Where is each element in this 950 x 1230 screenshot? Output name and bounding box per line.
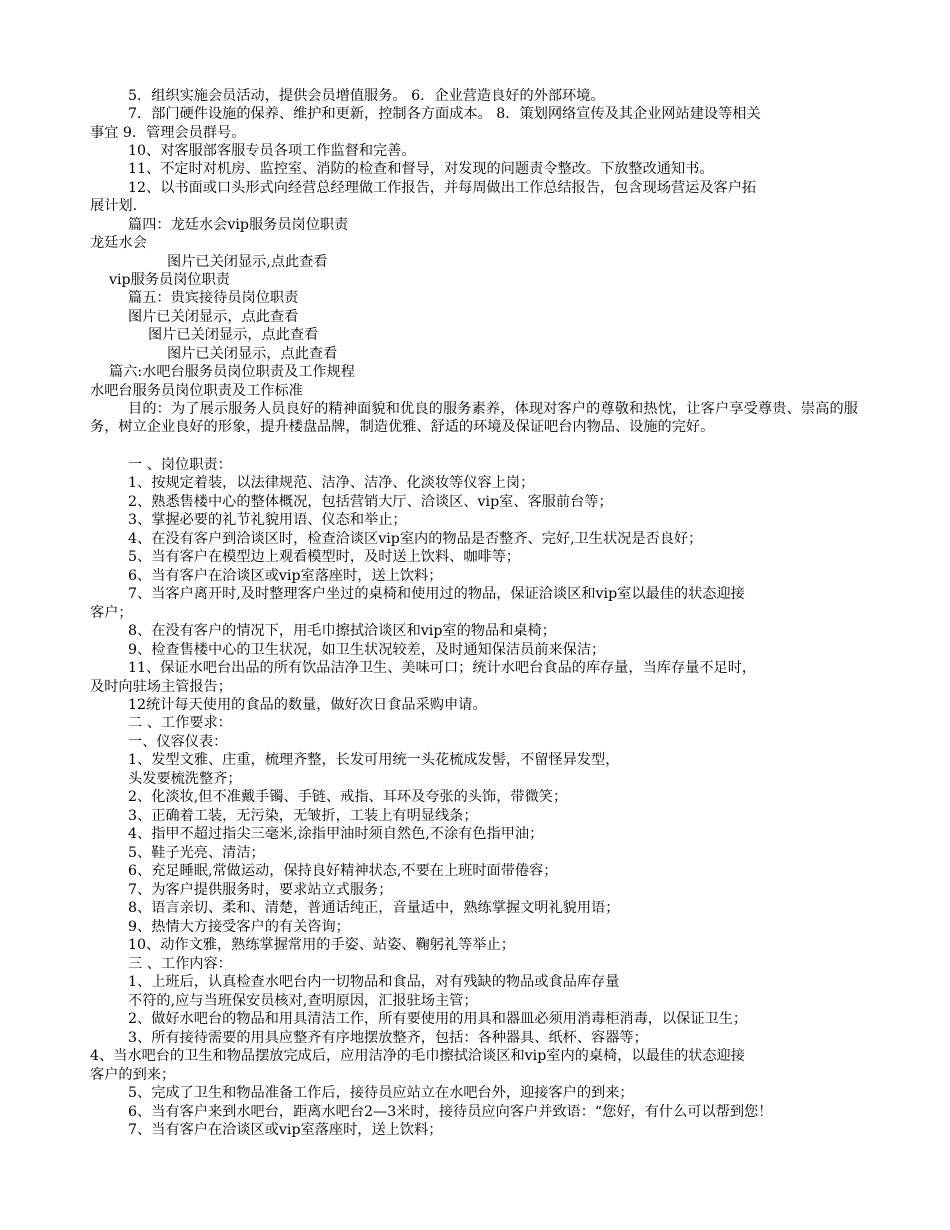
image-placeholder-link[interactable]: 图片已关闭显示，点此查看 [128,309,299,325]
subsection-heading: 一、仪容仪表： [128,734,228,750]
text-line: vip服务员岗位职责 [109,272,230,288]
list-item: 8、在没有客户的情况下，用毛巾擦拭洽谈区和vip室的物品和桌椅； [128,623,556,639]
image-placeholder-link[interactable]: 图片已关闭显示，点此查看 [148,327,319,343]
list-item-continuation: 及时向驻场主管报告； [90,679,232,695]
list-item: 3、所有接待需要的用具应整齐有序地摆放整齐，包括：各种器具、纸杯、容器等； [128,1030,648,1046]
text-line: 11、不定时对机房、监控室、消防的检查和督导，对发现的问题责令整改。下放整改通知书。 [128,161,714,177]
list-item: 8、语言亲切、柔和、清楚，普通话纯正，音量适中，熟练掌握文明礼貌用语； [128,900,620,916]
list-item: 5、鞋子光亮、清洁； [128,845,265,861]
list-item: 5、完成了卫生和物品准备工作后，接待员应站立在水吧台外，迎接客户的到来； [128,1085,634,1101]
section-heading: 三 、工作内容： [128,956,232,972]
list-item: 12统计每天使用的食品的数量，做好次日食品采购申请。 [128,697,487,713]
list-item-continuation: 不符的,应与当班保安员核对,查明原因，汇报驻场主管； [128,993,478,1009]
list-item-continuation: 客户； [90,605,133,621]
image-placeholder-link[interactable]: 图片已关闭显示,点此查看 [167,254,328,270]
section-heading: 篇四：龙廷水会vip服务员岗位职责 [128,217,349,233]
document-title: 水吧台服务员岗位职责及工作标准 [90,383,303,399]
purpose-paragraph: 目的：为了展示服务人员良好的精神面貌和优良的服务素养，体现对客户的尊敬和热忱，让客户享受尊贵、崇高的服务，树立企业良好的形象，提升楼盘品牌，制造优雅、舒适的环境及保证吧台内物品、设施的完好。 [90,401,858,435]
text-line: 7．部门硬件设施的保养、维护和更新，控制各方面成本。 8．策划网络宣传及其企业网站建设等相关 [128,106,761,122]
text-line: 事宜 9．管理会员群号。 [90,125,246,141]
list-item: 6、当有客户在洽谈区或vip室落座时，送上饮料； [128,568,443,584]
list-item: 1、按规定着装，以法律规范、洁净、洁净、化淡妆等仪容上岗； [128,475,535,491]
list-item: 2、化淡妆,但不准戴手镯、手链、戒指、耳环及夸张的头饰，带微笑； [128,789,568,805]
list-item: 6、充足睡眠,常做运动，保持良好精神状态,不要在上班时面带倦容； [128,863,558,879]
list-item: 5、当有客户在模型边上观看模型时，及时送上饮料、咖啡等； [128,549,521,565]
text-line: 10、对客服部客服专员各项工作监督和完善。 [128,143,416,159]
list-item: 6、当有客户来到水吧台，距离水吧台2—3米时，接待员应向客户并致语：“您好，有什么可以帮到您！ [128,1104,773,1120]
list-item: 1、上班后，认真检查水吧台内一切物品和食品，对有残缺的物品或食品库存量 [128,974,620,990]
text-line: 12、以书面或口头形式向经营总经理做工作报告，并每周做出工作总结报告，包含现场营运及客户拓 [128,180,757,196]
list-item: 4、指甲不超过指尖三毫米,涂指甲油时须自然色,不涂有色指甲油； [128,826,544,842]
list-item-continuation: 客户的到来； [90,1067,176,1083]
text-line: 5．组织实施会员活动，提供会员增值服务。 6．企业营造良好的外部环境。 [128,88,605,104]
list-item: 7、为客户提供服务时，要求站立式服务； [128,882,393,898]
list-item: 9、热情大方接受客户的有关咨询； [128,919,350,935]
section-heading: 一 、岗位职责： [128,457,232,473]
list-item: 7、当有客户在洽谈区或vip室落座时，送上饮料； [128,1122,443,1138]
list-item: 7、当客户离开时,及时整理客户坐过的桌椅和使用过的物品，保证洽谈区和vip室以最佳的状态迎接 [128,586,745,602]
list-item: 4、当水吧台的卫生和物品摆放完成后，应用洁净的毛巾擦拭洽谈区和vip室内的桌椅，以最佳的状态迎接 [90,1048,745,1064]
list-item: 3、掌握必要的礼节礼貌用语、仪态和举止； [128,512,407,528]
list-item: 9、检查售楼中心的卫生状况，如卫生状况较差，及时通知保洁员前来保洁； [128,642,606,658]
list-item: 10、动作文雅，熟练掌握常用的手姿、站姿、鞠躬礼等举止； [128,937,515,953]
list-item: 4、在没有客户到洽谈区时，检查洽谈区vip室内的物品是否整齐、完好,卫生状况是否良好； [128,531,703,547]
text-line: 展计划. [90,198,138,214]
list-item: 3、正确着工装，无污染，无皱折，工装上有明显线条； [128,808,478,824]
image-placeholder-link[interactable]: 图片已关闭显示，点此查看 [167,346,338,362]
list-item-continuation: 头发要梳洗整齐； [128,771,242,787]
section-heading: 篇六:水吧台服务员岗位职责及工作规程 [109,364,355,380]
list-item: 1、发型文雅、庄重，梳理齐整，长发可用统一头花梳成发髻，不留怪异发型， [128,752,620,768]
section-heading: 篇五：贵宾接待员岗位职责 [128,290,299,306]
list-item: 2、熟悉售楼中心的整体概况，包括营销大厅、洽谈区、vip室、客服前台等； [128,494,613,510]
text-line: 龙廷水会 [90,235,147,251]
section-heading: 二 、工作要求： [128,715,232,731]
list-item: 11、保证水吧台出品的所有饮品洁净卫生、美味可口；统计水吧台食品的库存量，当库存量不足时， [128,660,757,676]
list-item: 2、做好水吧台的物品和用具清洁工作，所有要使用的用具和器皿必须用消毒柜消毒，以保证卫生； [128,1011,748,1027]
